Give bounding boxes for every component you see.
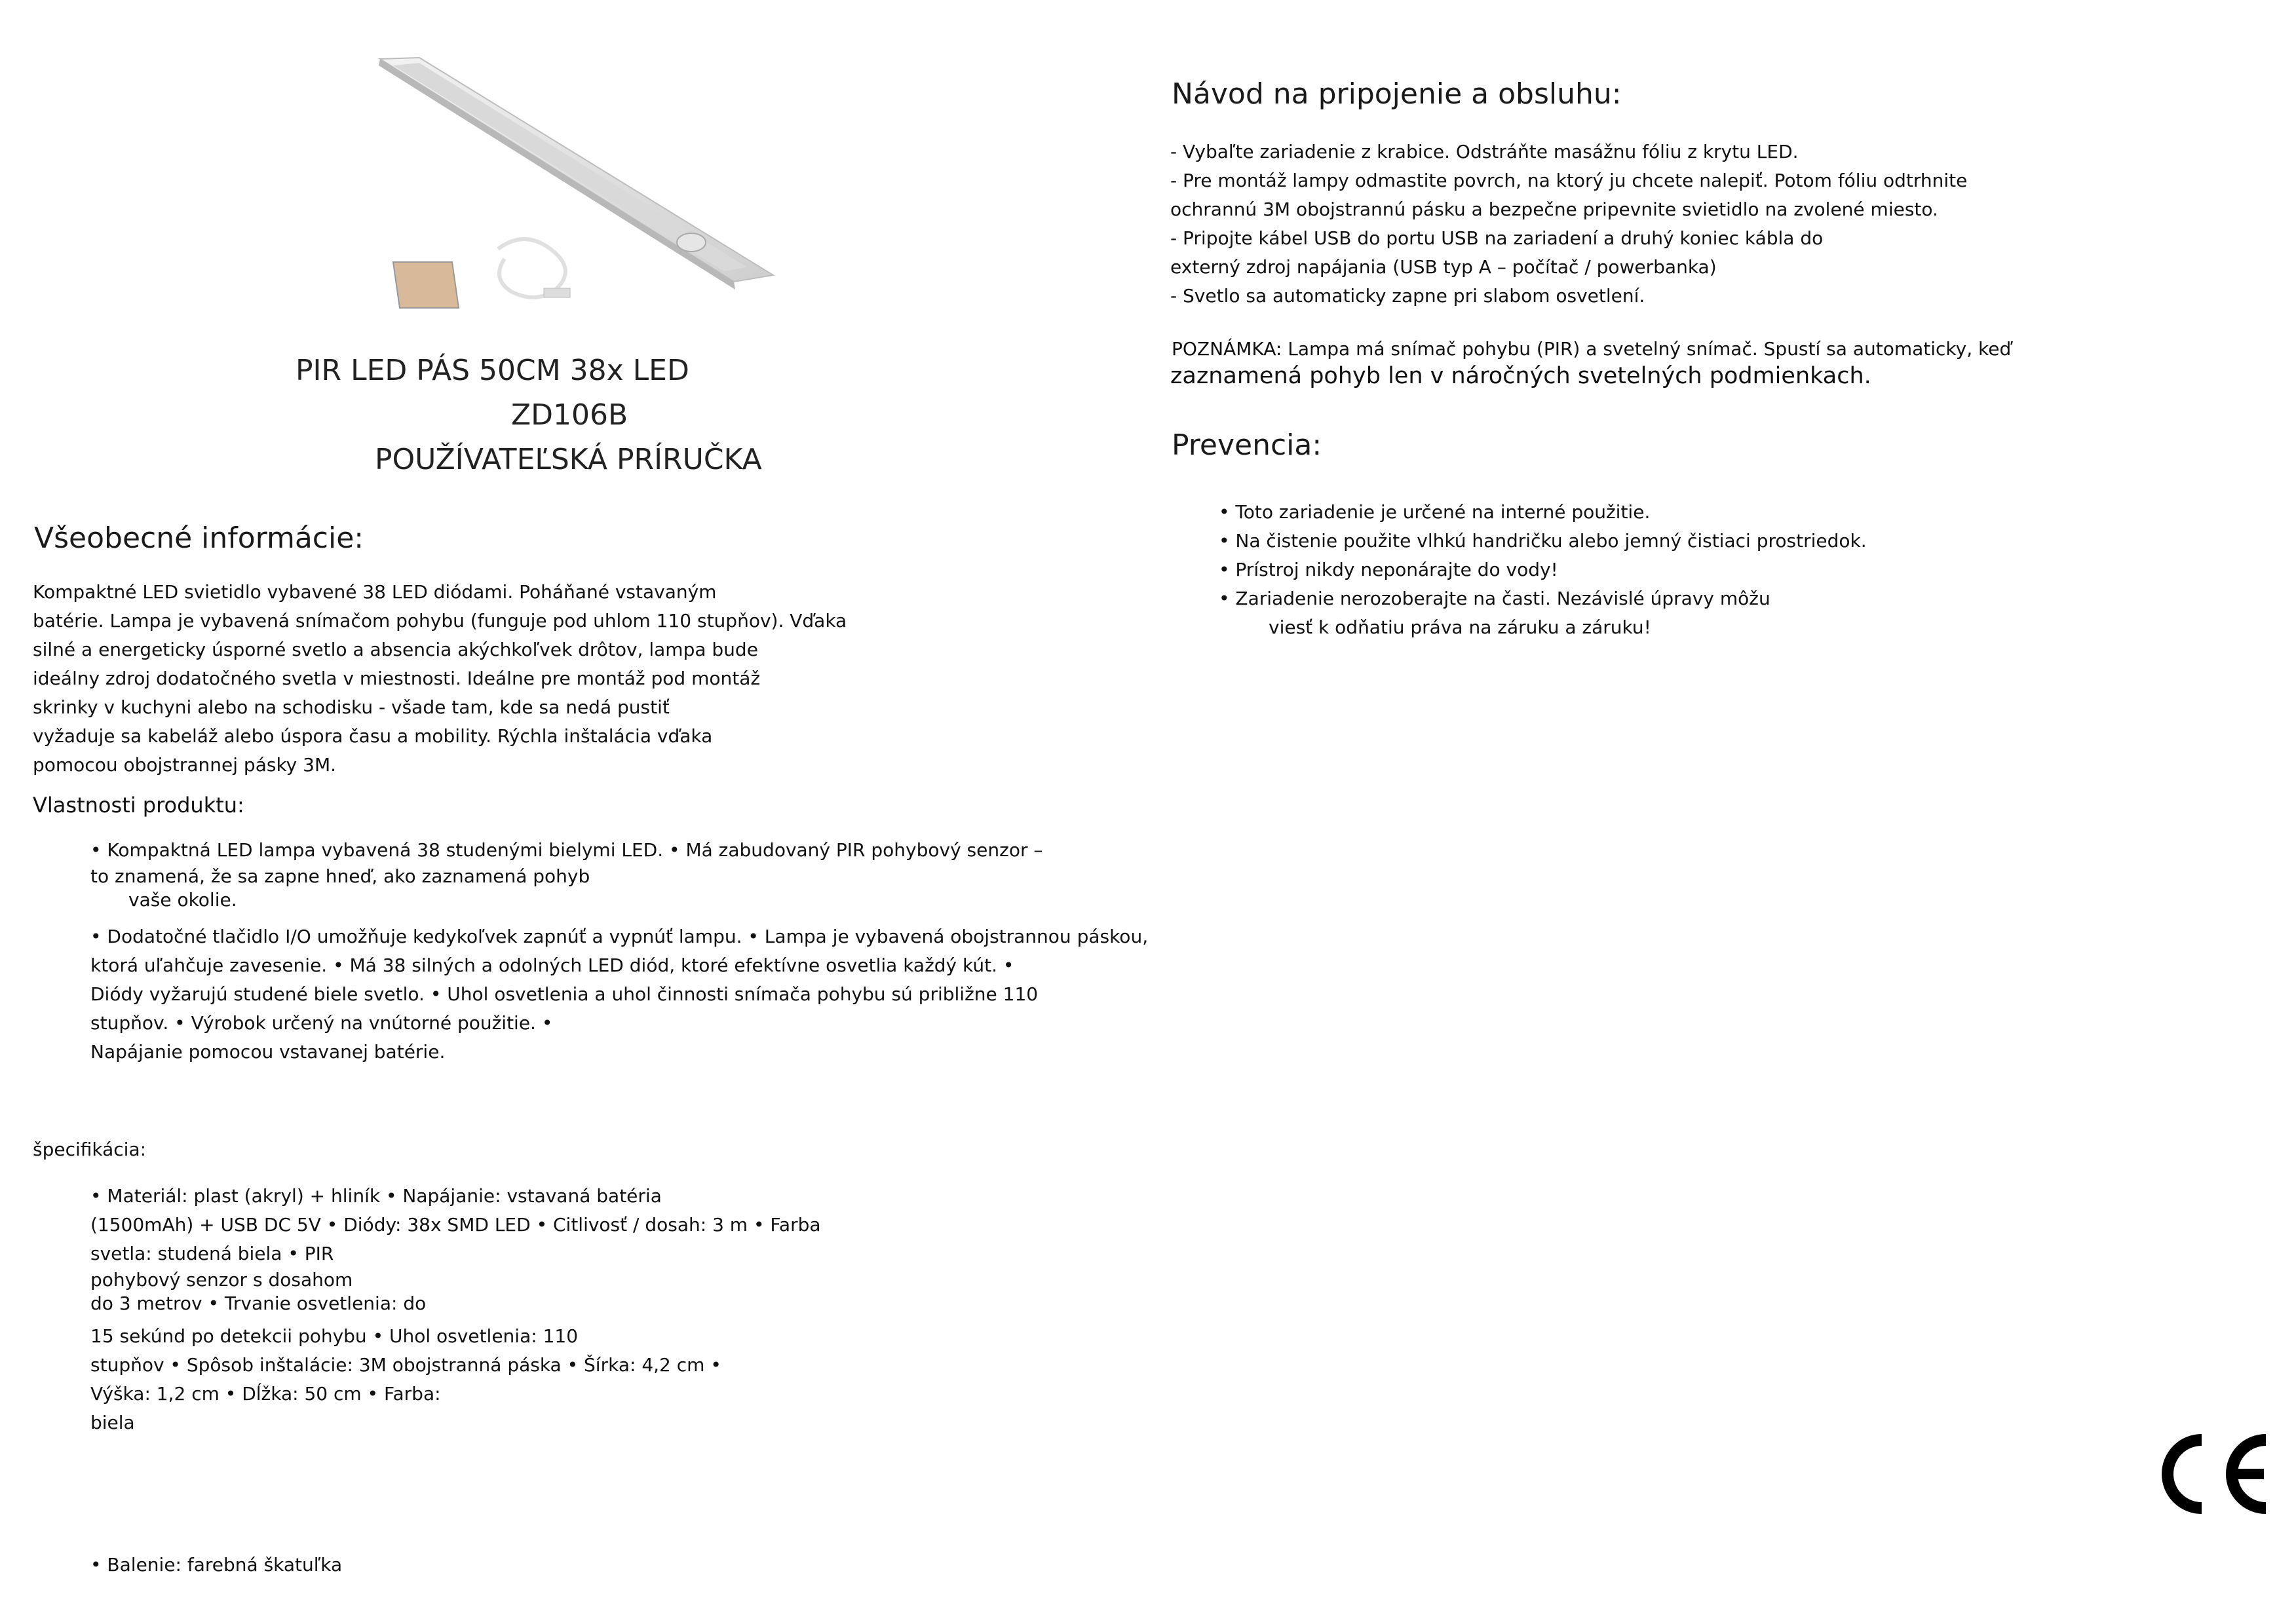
spec-block-2 bbox=[90, 1322, 721, 1437]
features-block-2 bbox=[90, 922, 1148, 1067]
spec-line: svetla: studená biela • PIR bbox=[90, 1243, 334, 1264]
spec-line: 15 sekúnd po detekcii pohybu • Uhol osvetlenia: 110 bbox=[90, 1325, 579, 1347]
spec-line: do 3 metrov • Trvanie osvetlenia: do bbox=[90, 1293, 427, 1314]
feature-line: Napájanie pomocou vstavanej batérie. bbox=[90, 1041, 446, 1063]
instructions-text bbox=[1170, 138, 1967, 311]
general-line: batérie. Lampa je vybavená snímačom pohybu (funguje pod uhlom 110 stupňov). Vďaka bbox=[33, 610, 847, 632]
instruction-line: - Vybaľte zariadenie z krabice. Odstráňte masážnu fóliu z krytu LED. bbox=[1170, 141, 1799, 162]
product-title: PIR LED PÁS 50CM 38x LED bbox=[296, 354, 689, 387]
spec-packaging: • Balenie: farebná škatuľka bbox=[90, 1554, 343, 1576]
general-line: Kompaktné LED svietidlo vybavené 38 LED diódami. Poháňané vstavaným bbox=[33, 581, 717, 603]
feature-line: ktorá uľahčuje zavesenie. • Má 38 silných a odolných LED diód, ktoré efektívne osvetlia každý kút. • bbox=[90, 954, 1014, 976]
general-info-heading: Všeobecné informácie: bbox=[34, 521, 364, 555]
feature-line: • Dodatočné tlačidlo I/O umožňuje kedykoľvek zapnúť a vypnúť lampu. • Lampa je vybavená obojstrannou páskou, bbox=[90, 926, 1149, 947]
prevention-heading: Prevencia: bbox=[1172, 428, 1322, 462]
prevention-item: • Prístroj nikdy neponárajte do vody! bbox=[1219, 559, 1558, 580]
manual-title: POUŽÍVATEĽSKÁ PRÍRUČKA bbox=[375, 443, 762, 476]
instruction-line: - Svetlo sa automaticky zapne pri slabom osvetlení. bbox=[1170, 285, 1645, 307]
prevention-item: • Toto zariadenie je určené na interné použitie. bbox=[1219, 501, 1651, 523]
instruction-line: - Pre montáž lampy odmastite povrch, na ktorý ju chcete nalepiť. Potom fóliu odtrhnite bbox=[1170, 170, 1968, 191]
instruction-line: - Pripojte kábel USB do portu USB na zariadení a druhý koniec kábla do bbox=[1170, 227, 1824, 249]
general-line: pomocou obojstrannej pásky 3M. bbox=[33, 754, 337, 776]
ce-mark-icon bbox=[2156, 1428, 2274, 1520]
instruction-line: ochrannú 3M obojstrannú pásku a bezpečne pripevnite svietidlo na zvolené miesto. bbox=[1170, 198, 1938, 220]
spec-line: biela bbox=[90, 1412, 135, 1433]
spec-line: Výška: 1,2 cm • Dĺžka: 50 cm • Farba: bbox=[90, 1383, 441, 1405]
spec-line: (1500mAh) + USB DC 5V • Diódy: 38x SMD LED • Citlivosť / dosah: 3 m • Farba bbox=[90, 1214, 821, 1236]
product-image bbox=[367, 46, 786, 321]
features-block-1 bbox=[90, 836, 1043, 912]
feature-line: to znamená, že sa zapne hneď, ako zaznamená pohyb bbox=[90, 865, 590, 887]
model-number: ZD106B bbox=[511, 398, 628, 432]
note-line-1: POZNÁMKA: Lampa má snímač pohybu (PIR) a svetelný snímač. Spustí sa automaticky, keď bbox=[1172, 338, 2012, 360]
general-info-text bbox=[33, 578, 847, 780]
spec-line: pohybový senzor s dosahom bbox=[90, 1269, 353, 1291]
prevention-item: • Na čistenie použite vlhkú handričku alebo jemný čistiaci prostriedok. bbox=[1219, 530, 1867, 552]
instruction-line: externý zdroj napájania (USB typ A – počítač / powerbanka) bbox=[1170, 256, 1717, 278]
spec-line: • Materiál: plast (akryl) + hliník • Napájanie: vstavaná batéria bbox=[90, 1185, 662, 1207]
feature-line: Diódy vyžarujú studené biele svetlo. • Uhol osvetlenia a uhol činnosti snímača pohybu sú približne 110 bbox=[90, 983, 1039, 1005]
feature-line: vaše okolie. bbox=[128, 889, 237, 911]
prevention-item: • Zariadenie nerozoberajte na časti. Nezávislé úpravy môžu bbox=[1219, 588, 1770, 609]
general-line: ideálny zdroj dodatočného svetla v miestnosti. Ideálne pre montáž pod montáž bbox=[33, 668, 761, 689]
instructions-heading: Návod na pripojenie a obsluhu: bbox=[1172, 77, 1622, 111]
general-line: vyžaduje sa kabeláž alebo úspora času a mobility. Rýchla inštalácia vďaka bbox=[33, 725, 713, 747]
feature-line: • Kompaktná LED lampa vybavená 38 studenými bielymi LED. • Má zabudovaný PIR pohybový senzor – bbox=[90, 839, 1043, 861]
general-line: skrinky v kuchyni alebo na schodisku - všade tam, kde sa nedá pustiť bbox=[33, 696, 670, 718]
prevention-item: viesť k odňatiu práva na záruku a záruku! bbox=[1269, 616, 1651, 638]
general-line: silné a energeticky úsporné svetlo a absencia akýchkoľvek drôtov, lampa bude bbox=[33, 639, 758, 660]
spec-line: stupňov • Spôsob inštalácie: 3M obojstranná páska • Šírka: 4,2 cm • bbox=[90, 1354, 721, 1376]
spec-heading: špecifikácia: bbox=[33, 1139, 147, 1160]
features-heading: Vlastnosti produktu: bbox=[33, 793, 244, 818]
feature-line: stupňov. • Výrobok určený na vnútorné použitie. • bbox=[90, 1012, 553, 1034]
prevention-list bbox=[1219, 498, 1867, 642]
note-line-2: zaznamená pohyb len v náročných svetelných podmienkach. bbox=[1170, 363, 1871, 389]
spec-block-1 bbox=[90, 1182, 821, 1318]
